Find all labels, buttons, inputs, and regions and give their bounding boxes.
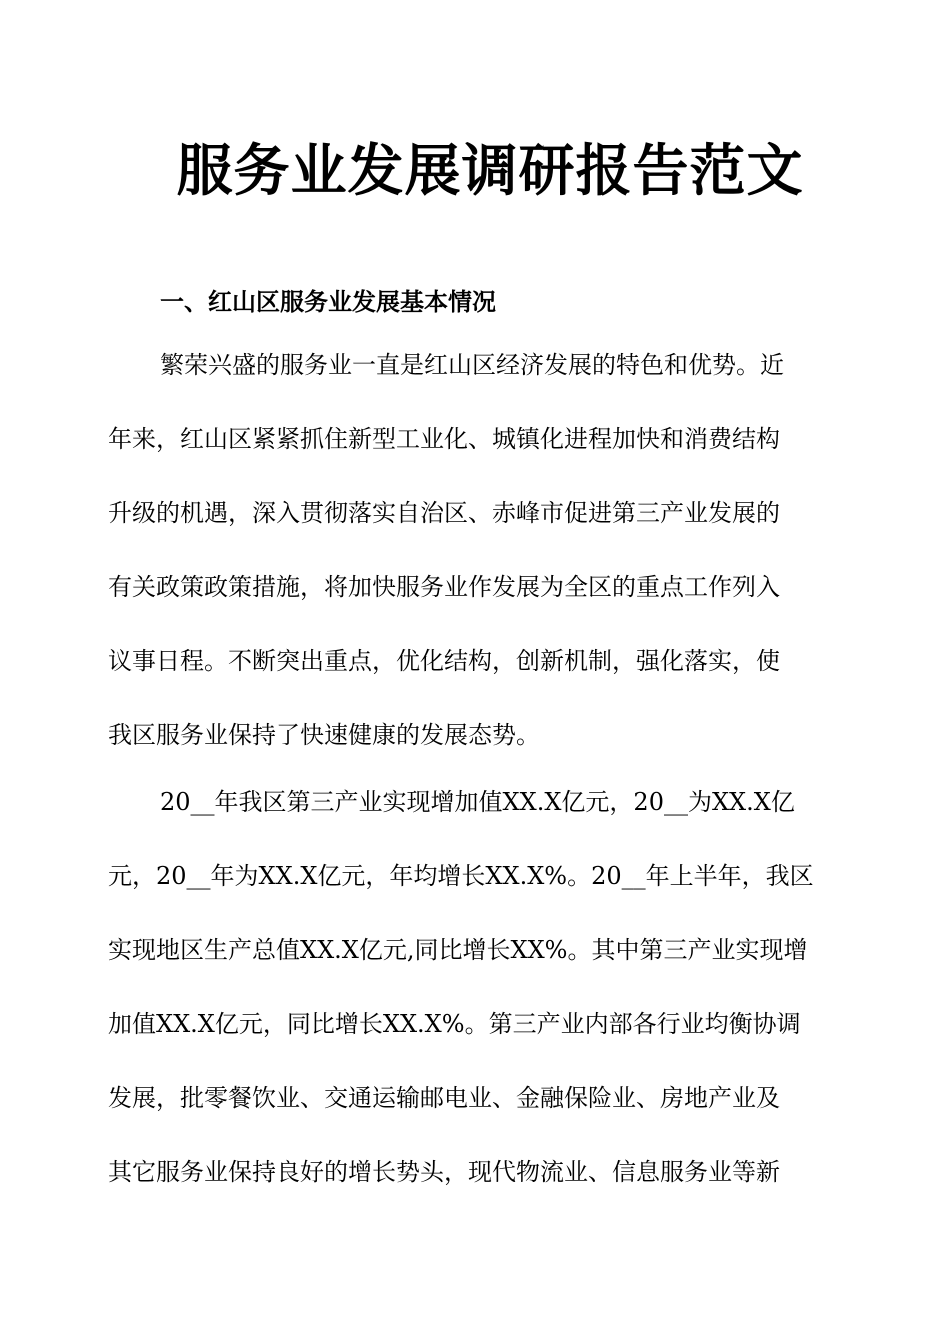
paragraph-line: 我区服务业保持了快速健康的发展态势。 [108, 721, 540, 749]
paragraph-2 [108, 765, 868, 1209]
paragraph-line: 繁荣兴盛的服务业一直是红山区经济发展的特色和优势。近 [160, 351, 784, 379]
paragraph-line: 议事日程。不断突出重点，优化结构，创新机制，强化落实，使 [108, 647, 780, 675]
paragraph-line: 年来，红山区紧紧抓住新型工业化、城镇化进程加快和消费结构 [108, 425, 780, 453]
section-heading: 一、红山区服务业发展基本情况 [160, 288, 496, 316]
paragraph-line: 其它服务业保持良好的增长势头，现代物流业、信息服务业等新 [108, 1158, 780, 1186]
paragraph-line: 实现地区生产总值XX.X亿元,同比增长XX%。其中第三产业实现增 [108, 936, 808, 964]
paragraph-line: 20__年我区第三产业实现增加值XX.X亿元，20__为XX.X亿 [160, 788, 795, 816]
paragraph-line: 有关政策政策措施，将加快服务业作发展为全区的重点工作列入 [108, 573, 780, 601]
paragraph-line: 发展，批零餐饮业、交通运输邮电业、金融保险业、房地产业及 [108, 1084, 780, 1112]
paragraph-line: 加值XX.X亿元，同比增长XX.X%。第三产业内部各行业均衡协调 [108, 1010, 801, 1038]
paragraph-1 [108, 328, 868, 772]
paragraph-line: 升级的机遇，深入贯彻落实自治区、赤峰市促进第三产业发展的 [108, 499, 780, 527]
document-title: 服务业发展调研报告范文 [176, 139, 804, 204]
paragraph-line: 元，20__年为XX.X亿元，年均增长XX.X%。20__年上半年，我区 [108, 862, 814, 890]
